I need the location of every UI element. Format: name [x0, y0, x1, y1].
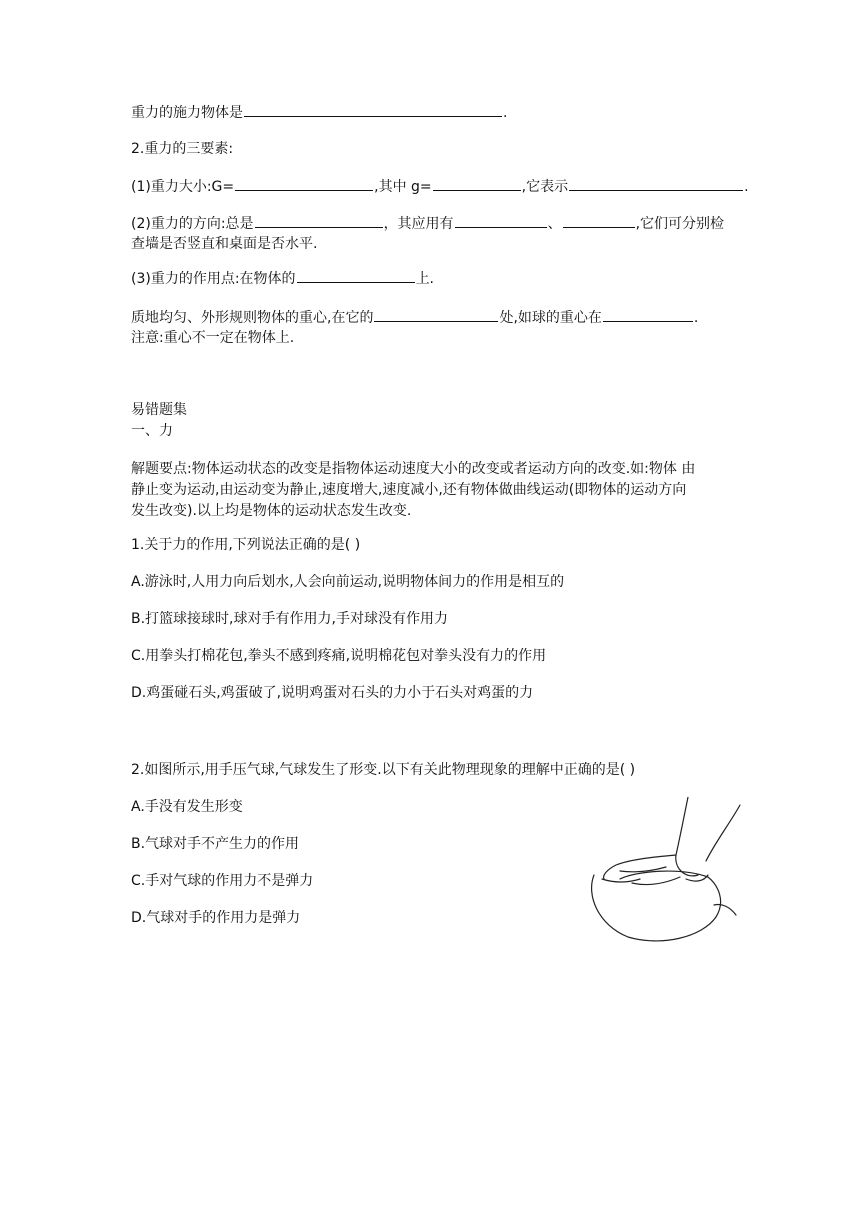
fill-blank [297, 268, 415, 283]
text: 、 [547, 216, 562, 232]
text: ,其中 g= [374, 179, 432, 195]
text: (2)重力的方向:总是 [131, 216, 254, 232]
question-2-option-c: C.手对气球的作用力不是弹力 [131, 873, 314, 889]
text: 上. [415, 271, 435, 287]
hand-arm-front [706, 805, 740, 861]
text: 处,如球的重心在 [499, 310, 602, 326]
text: (1)重力大小:G= [131, 179, 235, 195]
hand-finger-3 [632, 877, 680, 885]
fill-blank [255, 213, 383, 228]
question-1-option-c: C.用拳头打棉花包,拳头不感到疼痛,说明棉花包对拳头没有力的作用 [131, 648, 547, 664]
line-note: 注意:重心不一定在物体上. [131, 330, 295, 346]
hand-pressing-balloon-illustration [580, 797, 750, 952]
question-1-option-a: A.游泳时,人用力向后划水,人会向前运动,说明物体间力的作用是相互的 [131, 574, 565, 590]
question-1-option-b: B.打篮球接球时,球对手有作用力,手对球没有作用力 [131, 611, 448, 627]
line-gravity-source [131, 102, 507, 123]
subsection-heading: 一、力 [131, 423, 173, 439]
fill-blank [563, 213, 635, 228]
fill-blank [569, 176, 743, 191]
question-1-option-d: D.鸡蛋碰石头,鸡蛋破了,说明鸡蛋对石头的力小于石头对鸡蛋的力 [131, 685, 534, 701]
hand-arm-back [676, 797, 698, 876]
text: ，其应用有 [383, 216, 454, 232]
question-1: 1.关于力的作用,下列说法正确的是( ) [131, 537, 361, 553]
fill-blank [235, 176, 373, 191]
question-2-option-d: D.气球对手的作用力是弹力 [131, 910, 301, 926]
text: . [503, 105, 508, 121]
text: 重力的施力物体是 [131, 105, 243, 121]
text: 质地均匀、外形规则物体的重心,在它的 [131, 310, 374, 326]
line-three-elements: 2.重力的三要素: [131, 141, 234, 157]
question-2-option-b: B.气球对手不产生力的作用 [131, 836, 300, 852]
section-heading: 易错题集 [131, 402, 187, 418]
fill-blank [455, 213, 547, 228]
text: . [693, 310, 699, 326]
question-2: 2.如图所示,用手压气球,气球发生了形变.以下有关此物理现象的理解中正确的是( ) [131, 762, 636, 778]
text: ,它们可分别检 [635, 216, 725, 232]
line-direction-cont: 查墙是否竖直和桌面是否水平. [131, 236, 318, 252]
fill-blank [374, 307, 498, 322]
text: ,它表示 [521, 179, 569, 195]
line-gravity-magnitude [131, 176, 749, 197]
fill-blank [244, 102, 502, 117]
fill-blank [603, 307, 693, 322]
line-center-of-gravity [131, 307, 698, 328]
line-gravity-direction [131, 213, 724, 234]
text: (3)重力的作用点:在物体的 [131, 271, 296, 287]
tip-line-2: 静止变为运动,由运动变为静止,速度增大,速度减小,还有物体做曲线运动(即物体的运动方向 [131, 482, 687, 498]
text: . [744, 179, 749, 195]
question-2-option-a: A.手没有发生形变 [131, 799, 243, 815]
hand-finger-1 [602, 879, 640, 882]
tip-line-3: 发生改变).以上均是物体的运动状态发生改变. [131, 503, 412, 519]
line-gravity-point [131, 268, 434, 289]
fill-blank [433, 176, 521, 191]
tip-line-1: 解题要点:物体运动状态的改变是指物体运动速度大小的改变或者运动方向的改变.如:物体 由 [131, 461, 696, 477]
